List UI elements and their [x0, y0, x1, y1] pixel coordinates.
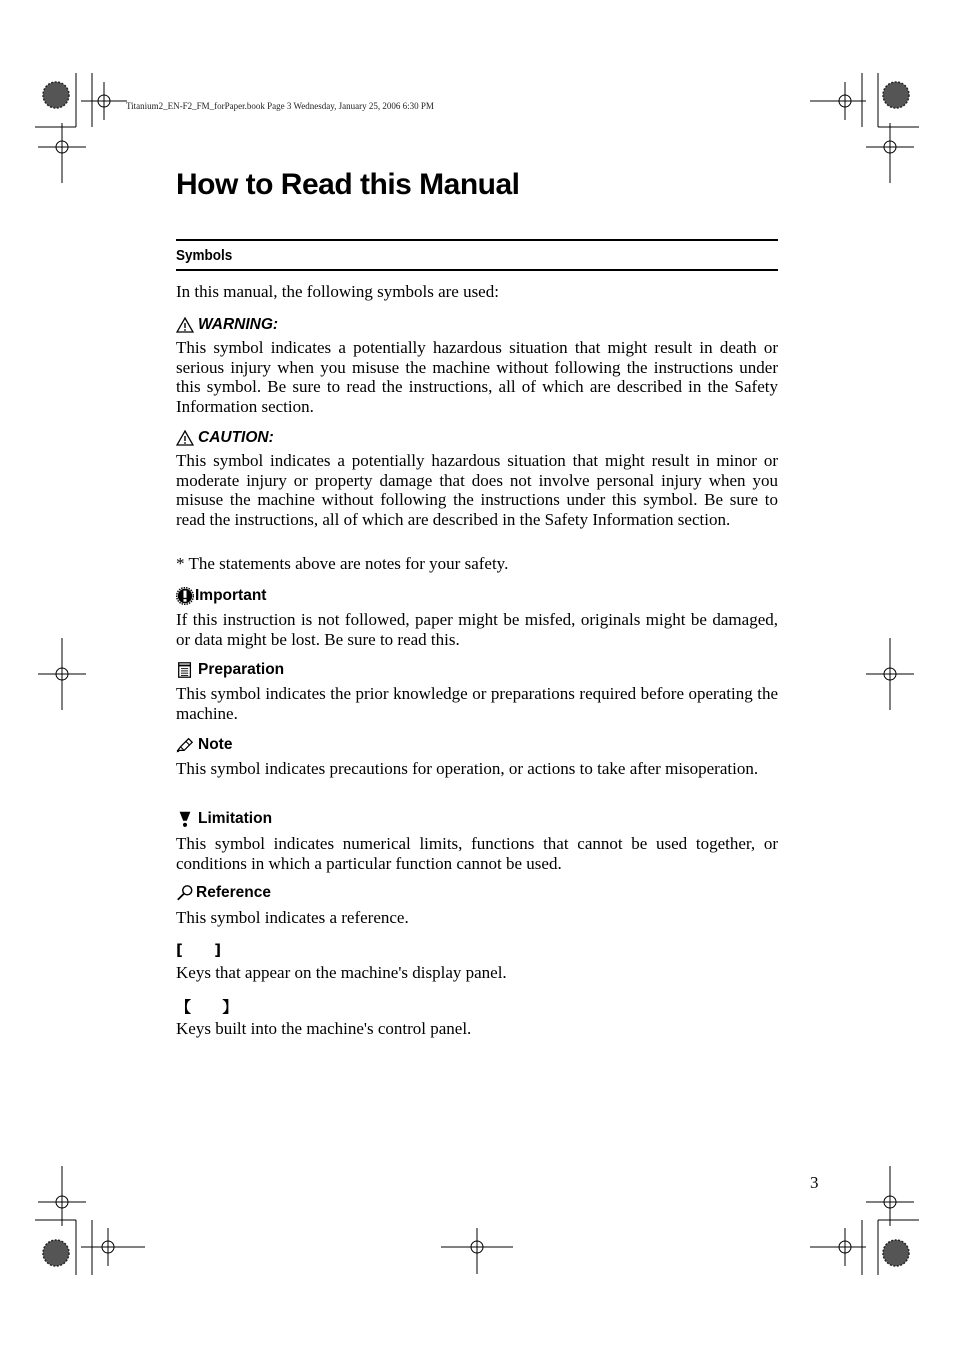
note-label	[176, 736, 232, 754]
note-label-text: Note	[198, 736, 233, 753]
magnifier-icon	[176, 884, 194, 902]
important-icon	[176, 587, 194, 605]
important-label-text: Important	[195, 587, 267, 604]
caution-label-text: CAUTION:	[198, 429, 274, 446]
limitation-text: This symbol indicates numerical limits, functions that cannot be used together, or conditions in which a particular function cannot be used.	[176, 834, 778, 873]
pencil-icon	[176, 736, 194, 754]
display-keys-label	[176, 941, 221, 959]
preparation-label	[176, 661, 284, 679]
limitation-label	[176, 810, 272, 828]
reference-label	[176, 884, 271, 902]
control-keys-label	[176, 996, 237, 1017]
preparation-label-text: Preparation	[198, 661, 285, 678]
warning-text: This symbol indicates a potentially hazardous situation that might result in death or serious injury when you misuse the machine without following the instructions under this symbol. Be sure to read the instructions, all of which are described in the Safety Information section.	[176, 338, 778, 416]
caution-text: This symbol indicates a potentially hazardous situation that might result in minor or moderate injury or property damage that does not involve personal injury when you misuse the machine without following the instructions under this symbol. Be sure to read the instructions, all of which are described in the Safety Information section.	[176, 451, 778, 529]
section-header	[176, 239, 778, 271]
notepad-icon	[176, 661, 194, 679]
display-keys-text: Keys that appear on the machine's display panel.	[176, 963, 507, 982]
warning-triangle-icon	[176, 429, 194, 447]
exclamation-icon	[176, 810, 194, 828]
preparation-text: This symbol indicates the prior knowledge or preparations required before operating the machine.	[176, 684, 778, 723]
safety-note: * The statements above are notes for your safety.	[176, 554, 509, 573]
reference-label-text: Reference	[196, 884, 271, 901]
limitation-label-text: Limitation	[198, 810, 273, 827]
reference-text: This symbol indicates a reference.	[176, 908, 409, 927]
control-keys-brackets: 【 】	[176, 998, 238, 1016]
important-text: If this instruction is not followed, paper might be misfed, originals might be damaged, or data might be lost. Be sure to read this.	[176, 610, 778, 649]
page-number: 3	[810, 1173, 819, 1192]
control-keys-text: Keys built into the machine's control panel.	[176, 1019, 472, 1038]
section-title: Symbols	[176, 247, 233, 264]
note-text: This symbol indicates precautions for operation, or actions to take after misoperation.	[176, 759, 759, 778]
important-label	[176, 587, 266, 605]
warning-label-text: WARNING:	[198, 316, 279, 333]
caution-label	[176, 429, 274, 447]
section-intro: In this manual, the following symbols are used:	[176, 282, 499, 301]
page-title: How to Read this Manual	[176, 168, 520, 201]
warning-label	[176, 316, 278, 334]
print-header-line: Titanium2_EN-F2_FM_forPaper.book Page 3 Wednesday, January 25, 2006 6:30 PM	[126, 101, 434, 111]
display-keys-brackets: [ ]	[176, 941, 222, 959]
warning-triangle-icon	[176, 316, 194, 334]
